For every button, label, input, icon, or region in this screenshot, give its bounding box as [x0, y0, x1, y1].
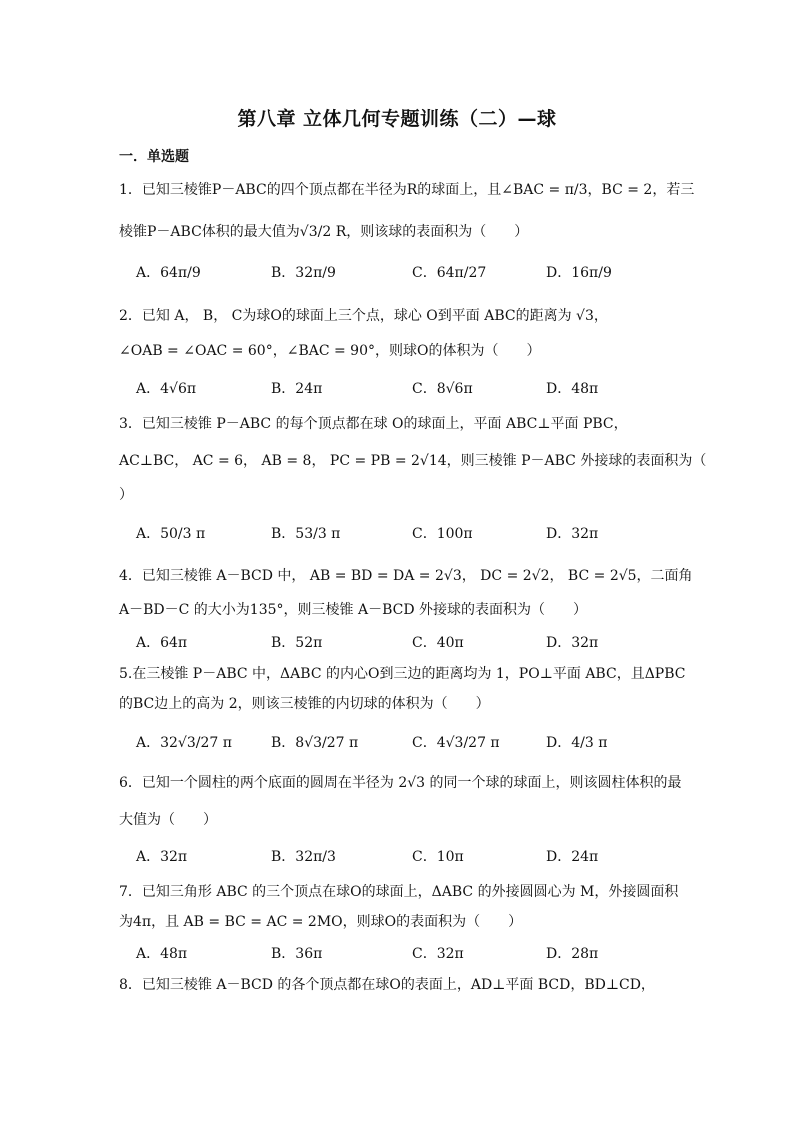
- option-b: B．8√3/27 π: [271, 735, 359, 751]
- option-a: A．64π: [136, 635, 188, 651]
- question-5-line-1: 5.在三棱锥 P－ABC 中，ΔABC 的内心O到三边的距离均为 1，PO⊥平面 ABC，且ΔPBC: [119, 666, 686, 682]
- question-6-line-2: 大值为（ ）: [119, 812, 217, 828]
- question-1-line-2: 棱锥P－ABC体积的最大值为√3/2 R，则该球的表面积为（ ）: [119, 224, 529, 240]
- option-a: A．32π: [136, 849, 188, 865]
- option-d: D．32π: [546, 635, 599, 651]
- option-b: B．32π/3: [271, 849, 336, 865]
- question-2-line-1: 2．已知 A， B， C为球O的球面上三个点，球心 O到平面 ABC的距离为 √3，: [119, 308, 608, 324]
- page-title: 第八章 立体几何专题训练（二）—球: [237, 108, 557, 130]
- option-c: C．4√3/27 π: [412, 735, 500, 751]
- option-c: C．10π: [412, 849, 464, 865]
- option-a: A．50/3 π: [136, 526, 206, 542]
- option-b: B．32π/9: [271, 265, 336, 281]
- question-1-line-1: 1．已知三棱锥P－ABC的四个顶点都在半径为R的球面上，且∠BAC = π/3，BC = 2，若三: [119, 182, 695, 198]
- option-d: D．48π: [546, 381, 599, 397]
- option-a: A．48π: [136, 946, 188, 962]
- question-2-options: [136, 368, 696, 408]
- option-c: C．100π: [412, 526, 473, 542]
- option-c: C．64π/27: [412, 265, 487, 281]
- option-d: D．24π: [546, 849, 599, 865]
- question-4-line-1: 4．已知三棱锥 A－BCD 中， AB = BD = DA = 2√3， DC = 2√2， BC = 2√5，二面角: [119, 568, 693, 584]
- question-3-line-2: AC⊥BC， AC = 6， AB = 8， PC = PB = 2√14，则三棱锥 P－ABC 外接球的表面积为（: [119, 453, 707, 469]
- option-d: D．4/3 π: [546, 735, 608, 751]
- question-3-options: [136, 513, 696, 553]
- question-3-line-1: 3．已知三棱锥 P－ABC 的每个顶点都在球 O的球面上，平面 ABC⊥平面 PBC，: [119, 416, 628, 432]
- question-1-options: [136, 252, 696, 292]
- question-7-line-1: 7．已知三角形 ABC 的三个顶点在球O的球面上，ΔABC 的外接圆圆心为 M，外接圆面积: [119, 884, 679, 900]
- question-6-line-1: 6．已知一个圆柱的两个底面的圆周在半径为 2√3 的同一个球的球面上，则该圆柱体积的最: [119, 775, 682, 791]
- option-d: D．16π/9: [546, 265, 612, 281]
- option-a: A．32√3/27 π: [136, 735, 232, 751]
- question-6-options: [136, 836, 696, 876]
- question-5-options: [136, 722, 696, 762]
- option-d: D．28π: [546, 946, 599, 962]
- question-8-line-1: 8．已知三棱锥 A－BCD 的各个顶点都在球O的表面上，AD⊥平面 BCD，BD⊥CD，: [119, 977, 655, 993]
- option-a: A．64π/9: [136, 265, 201, 281]
- option-b: B．36π: [271, 946, 323, 962]
- option-c: C．8√6π: [412, 381, 473, 397]
- option-a: A．4√6π: [136, 381, 197, 397]
- option-b: B．52π: [271, 635, 323, 651]
- question-4-line-2: A－BD－C 的大小为135°，则三棱锥 A－BCD 外接球的表面积为（ ）: [119, 602, 588, 618]
- option-d: D．32π: [546, 526, 599, 542]
- question-3-line-3: ）: [119, 487, 133, 503]
- question-5-line-2: 的BC边上的高为 2，则该三棱锥的内切球的体积为（ ）: [119, 696, 490, 712]
- question-7-line-2: 为4π，且 AB = BC = AC = 2MO，则球O的表面积为（ ）: [119, 914, 523, 930]
- option-b: B．53/3 π: [271, 526, 341, 542]
- option-b: B．24π: [271, 381, 323, 397]
- option-c: C．40π: [412, 635, 464, 651]
- question-2-line-2: ∠OAB = ∠OAC = 60°，∠BAC = 90°，则球O的体积为（ ）: [119, 343, 541, 359]
- question-7-options: [136, 933, 696, 973]
- section-heading: 一．单选题: [119, 149, 189, 165]
- option-c: C．32π: [412, 946, 464, 962]
- question-4-options: [136, 622, 696, 662]
